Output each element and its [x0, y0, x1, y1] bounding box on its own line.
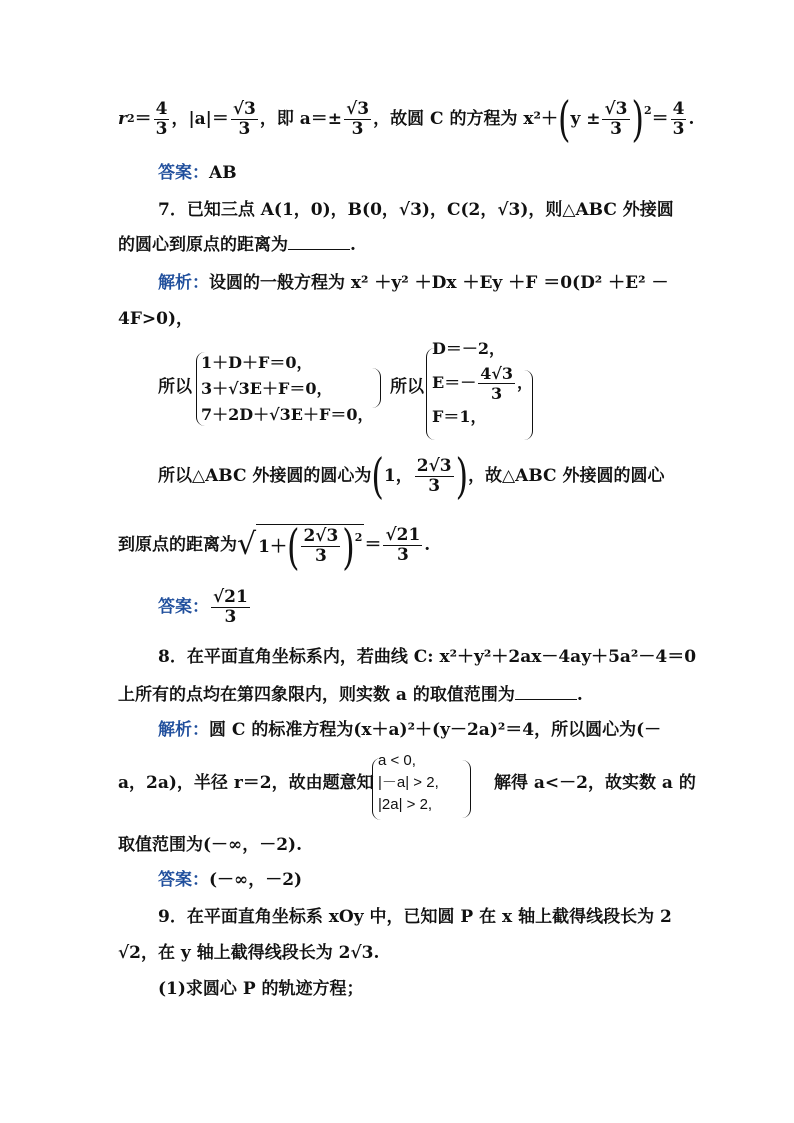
fraction-sqrt3-3-c: $\frac{√3}{3}$	[604, 98, 628, 139]
fraction-4-3-end: $\frac{4}{3}$	[672, 98, 685, 139]
question-7-line2: 的圆心到原点的距离为 .	[118, 235, 356, 255]
solution-e: E＝－ $\frac{4√3}{3}$ ，	[432, 363, 533, 403]
inequality-2: |－a| > 2,	[378, 774, 439, 791]
equation-1: 1＋D＋F＝0，	[201, 353, 313, 372]
answer-label: 答案：	[158, 870, 209, 890]
question-7-line1: 7．已知三点 A(1，0)，B(0，√3)，C(2，√3)，则△ABC 外接圆	[158, 200, 674, 220]
big-sqrt: 1＋ ( $\frac{2√3}{3}$ ) $^2$	[258, 518, 363, 575]
analysis-8-line2-pre: a，2a)，半径 r＝2，故由题意知	[118, 773, 374, 793]
inequality-system	[378, 750, 439, 816]
answer-value: AB	[209, 163, 237, 183]
analysis-8-line1: 解析：圆 C 的标准方程为(x＋a)²＋(y－2a)²＝4，所以圆心为(－	[158, 720, 662, 740]
answer-8	[158, 869, 302, 891]
answer-label: 答案：	[158, 163, 209, 183]
question-8-line1: 8．在平面直角坐标系内，若曲线 C: x²＋y²＋2ax－4ay＋5a²－4＝0	[158, 647, 697, 667]
equation-3: 7＋2D＋√3E＋F＝0，	[201, 405, 374, 424]
distance-line: 到原点的距离为 √ 1＋ ( $\frac{2√3}{3}$ ) $^2$ ＝ $\frac{√21}{3}$ .	[118, 518, 431, 575]
fraction-sqrt3-3-b: $\frac{√3}{3}$	[346, 98, 370, 139]
y-pm: y ±	[570, 109, 601, 129]
suoyi-2: 所以	[390, 377, 424, 397]
inequality-1: a < 0,	[378, 752, 416, 769]
right-brace-system-3	[462, 760, 471, 818]
analysis-label: 解析：	[158, 273, 209, 293]
circumcenter-line: 所以△ABC 外接圆的圆心为 ( 1， $\frac{2√3}{3}$ ) ，故△ABC 外接圆的圆心	[158, 447, 665, 505]
solution-system-2	[432, 338, 533, 428]
question-9-line2: √2，在 y 轴上截得线段长为 2√3.	[118, 943, 380, 963]
analysis-7-line1: 解析：设圆的一般方程为 x² ＋y² ＋Dx ＋Ey ＋F ＝0(D² ＋E² －	[158, 273, 669, 293]
answer-7-fraction: $\frac{√21}{3}$	[213, 586, 248, 627]
answer-7	[158, 584, 252, 630]
abs-a: |a|＝	[188, 109, 229, 129]
equation-system-1	[201, 350, 373, 428]
fraction-sqrt3-3: $\frac{√3}{3}$	[232, 98, 256, 139]
right-brace-system-1	[372, 368, 381, 408]
fraction-4-3: $\frac{4}{3}$	[155, 98, 168, 139]
right-brace-system-2	[524, 370, 533, 440]
analysis-label: 解析：	[158, 720, 209, 740]
analysis-7-line2: 4F>0)，	[118, 309, 194, 329]
ji-a-text: ，即 a＝±	[259, 109, 343, 129]
answer-label: 答案：	[158, 597, 209, 617]
solution-line-r2: r 2 ＝ $\frac{4}{3}$ ， |a|＝ $\frac{√3}{3}$ ，即 a＝± $\frac{√3}{3}$ ，故圆 C 的方程为 x²＋ ( y ± $\frac{√3}{3}$ ) $^2$ ＝ $\frac{4}{3}$ .	[118, 90, 695, 148]
analysis-8-line3: 取值范围为(－∞，－2).	[118, 835, 302, 855]
suoyi-1: 所以	[158, 377, 192, 397]
question-9-line1: 9．在平面直角坐标系 xOy 中，已知圆 P 在 x 轴上截得线段长为 2	[158, 907, 672, 927]
center-y-fraction: $\frac{2√3}{3}$	[416, 455, 452, 496]
inequality-3: |2a| > 2,	[378, 796, 433, 813]
answer-value: (－∞，－2)	[209, 870, 303, 890]
distance-result: $\frac{√21}{3}$	[385, 524, 421, 565]
equation-2: 3＋√3E＋F＝0，	[201, 379, 333, 398]
question-9-sub1: (1)求圆心 P 的轨迹方程；	[158, 979, 364, 999]
analysis-8-line2-post: 解得 a<－2，故实数 a 的	[494, 773, 696, 793]
r-symbol: r	[118, 109, 127, 129]
question-8-line2: 上所有的点均在第四象限内，则实数 a 的取值范围为 .	[118, 685, 583, 705]
solution-f: F＝1，	[432, 407, 487, 426]
circle-equation-text: ，故圆 C 的方程为 x²＋	[373, 109, 558, 129]
answer-1	[158, 162, 237, 184]
answer-blank-8	[515, 685, 577, 700]
solution-d: D＝－2，	[432, 339, 506, 358]
answer-blank-7	[288, 235, 350, 250]
